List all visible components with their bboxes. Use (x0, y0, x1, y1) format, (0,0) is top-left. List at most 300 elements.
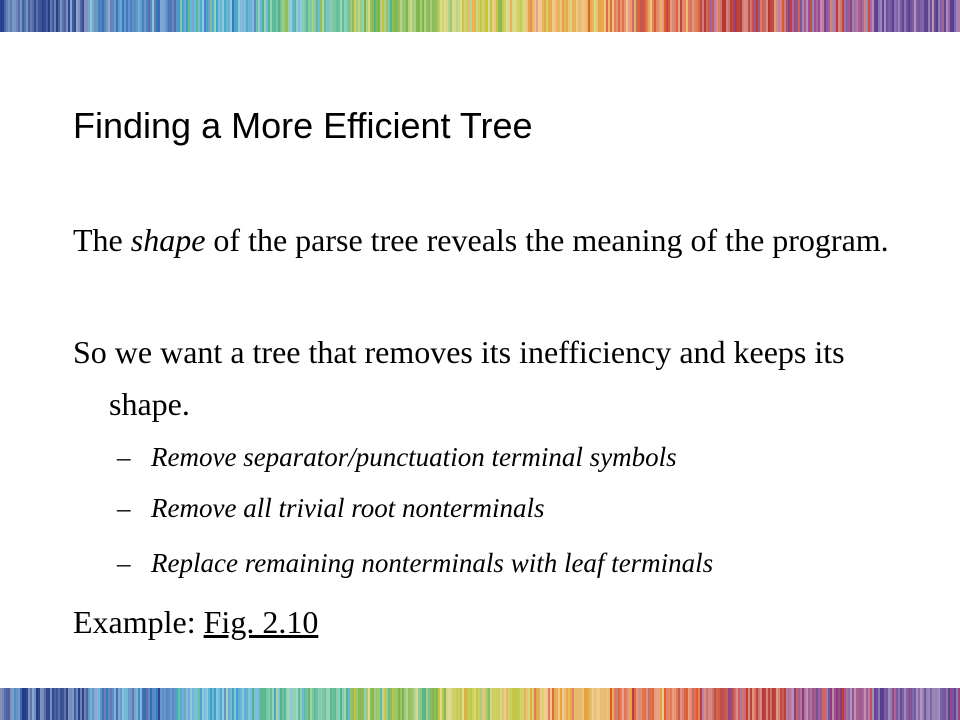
stripe-line (472, 0, 474, 32)
stripe-line (690, 0, 692, 32)
stripe-line (620, 0, 622, 32)
stripe-line (754, 688, 756, 720)
stripe-line (134, 688, 136, 720)
stripe-line (284, 0, 286, 32)
stripe-line (306, 0, 308, 32)
stripe-line (852, 688, 854, 720)
stripe-line (516, 0, 518, 32)
stripe-line (598, 688, 600, 720)
stripe-line (10, 688, 12, 720)
stripe-line (406, 688, 408, 720)
stripe-line (130, 688, 132, 720)
stripe-line (778, 0, 780, 32)
paragraph-shape-meaning (73, 214, 893, 266)
stripe-line (286, 688, 288, 720)
stripe-line (850, 688, 852, 720)
stripe-line (386, 688, 388, 720)
stripe-line (172, 688, 174, 720)
stripe-line (514, 0, 516, 32)
stripe-line (890, 0, 892, 32)
stripe-line (80, 688, 82, 720)
stripe-line (342, 688, 344, 720)
stripe-line (924, 0, 926, 32)
stripe-line (480, 688, 482, 720)
stripe-line (846, 688, 848, 720)
stripe-line (484, 688, 486, 720)
stripe-line (868, 0, 870, 32)
stripe-line (466, 0, 468, 32)
stripe-line (232, 688, 234, 720)
stripe-line (312, 0, 314, 32)
stripe-line (114, 0, 116, 32)
stripe-line (600, 0, 602, 32)
stripe-line (696, 688, 698, 720)
stripe-line (790, 688, 792, 720)
stripe-line (196, 0, 198, 32)
stripe-line (174, 688, 176, 720)
stripe-line (192, 688, 194, 720)
stripe-line (752, 688, 754, 720)
stripe-line (864, 0, 866, 32)
stripe-line (318, 688, 320, 720)
stripe-line (946, 688, 948, 720)
stripe-line (36, 688, 38, 720)
stripe-line (98, 688, 100, 720)
stripe-line (614, 0, 616, 32)
stripe-line (118, 0, 120, 32)
stripe-line (222, 0, 224, 32)
stripe-line (752, 0, 754, 32)
stripe-line (724, 0, 726, 32)
stripe-line (824, 688, 826, 720)
stripe-line (734, 688, 736, 720)
stripe-line (836, 0, 838, 32)
stripe-line (664, 0, 666, 32)
stripe-line (348, 688, 350, 720)
stripe-line (706, 0, 708, 32)
stripe-line (60, 0, 62, 32)
stripe-line (136, 688, 138, 720)
stripe-line (440, 688, 442, 720)
stripe-line (136, 0, 138, 32)
stripe-line (110, 688, 112, 720)
stripe-line (724, 688, 726, 720)
stripe-line (568, 688, 570, 720)
stripe-line (330, 688, 332, 720)
stripe-line (806, 688, 808, 720)
stripe-line (106, 688, 108, 720)
stripe-line (800, 688, 802, 720)
stripe-line (828, 688, 830, 720)
stripe-line (10, 0, 12, 32)
stripe-line (626, 0, 628, 32)
stripe-line (574, 688, 576, 720)
stripe-line (416, 688, 418, 720)
stripe-line (518, 688, 520, 720)
stripe-line (530, 0, 532, 32)
stripe-line (622, 0, 624, 32)
stripe-line (898, 688, 900, 720)
stripe-line (660, 0, 662, 32)
stripe-line (644, 688, 646, 720)
stripe-line (796, 688, 798, 720)
stripe-line (214, 0, 216, 32)
stripe-line (956, 688, 958, 720)
stripe-line (90, 688, 92, 720)
stripe-line (420, 0, 422, 32)
stripe-line (410, 0, 412, 32)
stripe-line (402, 0, 404, 32)
stripe-line (208, 0, 210, 32)
stripe-line (228, 0, 230, 32)
stripe-line (728, 688, 730, 720)
stripe-line (804, 0, 806, 32)
stripe-line (848, 688, 850, 720)
stripe-line (654, 0, 656, 32)
stripe-line (280, 0, 282, 32)
stripe-line (822, 0, 824, 32)
stripe-line (930, 688, 932, 720)
stripe-line (714, 0, 716, 32)
stripe-line (204, 688, 206, 720)
stripe-line (178, 0, 180, 32)
stripe-line (474, 688, 476, 720)
stripe-line (384, 0, 386, 32)
stripe-line (26, 0, 28, 32)
stripe-line (246, 0, 248, 32)
stripe-line (20, 688, 22, 720)
stripe-line (146, 0, 148, 32)
stripe-line (528, 0, 530, 32)
stripe-line (54, 688, 56, 720)
stripe-line (120, 688, 122, 720)
stripe-line (336, 688, 338, 720)
stripe-line (216, 0, 218, 32)
stripe-line (558, 688, 560, 720)
stripe-line (614, 688, 616, 720)
stripe-line (2, 688, 4, 720)
stripe-line (504, 688, 506, 720)
stripe-line (868, 688, 870, 720)
stripe-line (584, 688, 586, 720)
stripe-line (204, 0, 206, 32)
stripe-line (8, 0, 10, 32)
stripe-line (524, 688, 526, 720)
stripe-line (474, 0, 476, 32)
stripe-line (900, 0, 902, 32)
stripe-line (912, 0, 914, 32)
stripe-line (314, 688, 316, 720)
stripe-line (150, 688, 152, 720)
stripe-line (862, 0, 864, 32)
example-label: Example: (73, 604, 204, 640)
stripe-line (910, 0, 912, 32)
stripe-line (240, 688, 242, 720)
stripe-line (350, 0, 352, 32)
stripe-line (508, 688, 510, 720)
stripe-line (190, 688, 192, 720)
stripe-line (374, 0, 376, 32)
stripe-line (562, 0, 564, 32)
stripe-line (532, 688, 534, 720)
stripe-line (58, 0, 60, 32)
stripe-line (460, 0, 462, 32)
stripe-line (702, 688, 704, 720)
stripe-line (44, 688, 46, 720)
stripe-line (644, 0, 646, 32)
stripe-line (218, 688, 220, 720)
stripe-line (194, 688, 196, 720)
stripe-line (604, 688, 606, 720)
stripe-line (18, 688, 20, 720)
stripe-line (340, 0, 342, 32)
stripe-line (878, 688, 880, 720)
stripe-line (44, 0, 46, 32)
slide-title: Finding a More Efficient Tree (73, 105, 533, 146)
stripe-line (556, 688, 558, 720)
stripe-line (468, 0, 470, 32)
stripe-line (316, 688, 318, 720)
stripe-line (50, 0, 52, 32)
stripe-line (362, 0, 364, 32)
stripe-line (504, 0, 506, 32)
stripe-line (930, 0, 932, 32)
stripe-line (90, 0, 92, 32)
stripe-line (244, 688, 246, 720)
stripe-line (720, 688, 722, 720)
stripe-line (126, 688, 128, 720)
stripe-line (918, 0, 920, 32)
stripe-line (592, 688, 594, 720)
stripe-line (164, 0, 166, 32)
stripe-line (842, 688, 844, 720)
sub-bullet-text: Remove all trivial root nonterminals (151, 493, 545, 523)
stripe-line (258, 688, 260, 720)
stripe-line (334, 688, 336, 720)
stripe-line (274, 0, 276, 32)
stripe-line (824, 0, 826, 32)
stripe-line (196, 688, 198, 720)
stripe-line (370, 0, 372, 32)
stripe-line (544, 0, 546, 32)
stripe-line (224, 688, 226, 720)
stripe-line (224, 0, 226, 32)
stripe-line (176, 0, 178, 32)
stripe-line (428, 688, 430, 720)
stripe-line (434, 688, 436, 720)
stripe-line (42, 0, 44, 32)
stripe-line (378, 688, 380, 720)
stripe-line (246, 688, 248, 720)
stripe-line (692, 0, 694, 32)
stripe-line (400, 0, 402, 32)
stripe-line (298, 688, 300, 720)
stripe-line (70, 0, 72, 32)
stripe-line (344, 0, 346, 32)
stripe-line (582, 0, 584, 32)
stripe-line (302, 0, 304, 32)
stripe-line (848, 0, 850, 32)
stripe-line (74, 688, 76, 720)
stripe-line (40, 0, 42, 32)
stripe-line (680, 0, 682, 32)
sub-bullet-1 (117, 439, 677, 475)
stripe-line (104, 688, 106, 720)
stripe-line (580, 0, 582, 32)
stripe-line (338, 0, 340, 32)
stripe-line (216, 688, 218, 720)
stripe-line (656, 688, 658, 720)
stripe-line (902, 0, 904, 32)
stripe-line (588, 0, 590, 32)
stripe-line (492, 0, 494, 32)
stripe-line (296, 0, 298, 32)
stripe-line (696, 0, 698, 32)
stripe-line (414, 0, 416, 32)
stripe-line (738, 688, 740, 720)
stripe-line (576, 688, 578, 720)
stripe-line (866, 688, 868, 720)
stripe-line (658, 0, 660, 32)
stripe-line (240, 0, 242, 32)
stripe-line (648, 688, 650, 720)
para1-emphasis: shape (130, 222, 206, 258)
stripe-line (72, 0, 74, 32)
stripe-line (882, 688, 884, 720)
stripe-line (874, 0, 876, 32)
stripe-line (896, 688, 898, 720)
stripe-line (492, 688, 494, 720)
stripe-line (954, 0, 956, 32)
stripe-line (340, 688, 342, 720)
stripe-line (206, 688, 208, 720)
stripe-line (364, 688, 366, 720)
stripe-line (772, 688, 774, 720)
stripe-line (786, 0, 788, 32)
stripe-line (822, 688, 824, 720)
stripe-line (718, 688, 720, 720)
stripe-line (122, 688, 124, 720)
stripe-line (414, 688, 416, 720)
stripe-line (100, 688, 102, 720)
stripe-line (242, 688, 244, 720)
stripe-line (148, 688, 150, 720)
stripe-line (428, 0, 430, 32)
stripe-line (552, 0, 554, 32)
stripe-line (452, 688, 454, 720)
stripe-line (778, 688, 780, 720)
stripe-line (764, 0, 766, 32)
paragraph-efficient-tree: So we want a tree that removes its inefficiency and keeps its shape. (73, 334, 845, 422)
stripe-line (680, 688, 682, 720)
stripe-line (488, 688, 490, 720)
stripe-line (186, 0, 188, 32)
stripe-line (458, 0, 460, 32)
stripe-line (540, 688, 542, 720)
stripe-line (908, 688, 910, 720)
stripe-line (634, 0, 636, 32)
stripe-line (638, 0, 640, 32)
stripe-line (950, 0, 952, 32)
stripe-line (74, 0, 76, 32)
figure-link[interactable]: Fig. 2.10 (203, 604, 319, 640)
stripe-line (94, 688, 96, 720)
stripe-line (132, 688, 134, 720)
stripe-line (520, 688, 522, 720)
stripe-line (872, 688, 874, 720)
stripe-line (498, 688, 500, 720)
stripe-line (484, 0, 486, 32)
stripe-line (0, 0, 2, 32)
stripe-line (182, 0, 184, 32)
stripe-line (430, 0, 432, 32)
stripe-line (410, 688, 412, 720)
stripe-line (304, 0, 306, 32)
stripe-line (264, 688, 266, 720)
stripe-line (716, 688, 718, 720)
stripe-line (158, 688, 160, 720)
stripe-line (916, 0, 918, 32)
stripe-line (938, 0, 940, 32)
stripe-line (200, 0, 202, 32)
stripe-line (894, 688, 896, 720)
stripe-line (944, 688, 946, 720)
stripe-line (552, 688, 554, 720)
stripe-line (418, 688, 420, 720)
stripe-line (572, 0, 574, 32)
stripe-line (112, 688, 114, 720)
stripe-line (112, 0, 114, 32)
stripe-line (466, 688, 468, 720)
stripe-line (32, 0, 34, 32)
stripe-line (202, 0, 204, 32)
stripe-line (344, 688, 346, 720)
stripe-line (180, 0, 182, 32)
stripe-line (954, 688, 956, 720)
stripe-line (276, 688, 278, 720)
stripe-line (446, 0, 448, 32)
stripe-line (132, 0, 134, 32)
stripe-line (802, 688, 804, 720)
stripe-line (658, 688, 660, 720)
stripe-line (544, 688, 546, 720)
stripe-line (818, 688, 820, 720)
stripe-line (294, 0, 296, 32)
stripe-line (736, 0, 738, 32)
stripe-line (308, 688, 310, 720)
stripe-line (292, 0, 294, 32)
stripe-line (276, 0, 278, 32)
stripe-line (704, 0, 706, 32)
stripe-line (394, 688, 396, 720)
stripe-line (574, 0, 576, 32)
stripe-line (166, 688, 168, 720)
stripe-line (620, 688, 622, 720)
stripe-line (794, 688, 796, 720)
stripe-line (734, 0, 736, 32)
stripe-line (946, 0, 948, 32)
stripe-line (578, 0, 580, 32)
stripe-line (706, 688, 708, 720)
stripe-line (900, 688, 902, 720)
stripe-line (152, 688, 154, 720)
stripe-line (266, 688, 268, 720)
stripe-line (646, 0, 648, 32)
stripe-line (806, 0, 808, 32)
stripe-line (162, 0, 164, 32)
stripe-line (840, 0, 842, 32)
stripe-line (592, 0, 594, 32)
